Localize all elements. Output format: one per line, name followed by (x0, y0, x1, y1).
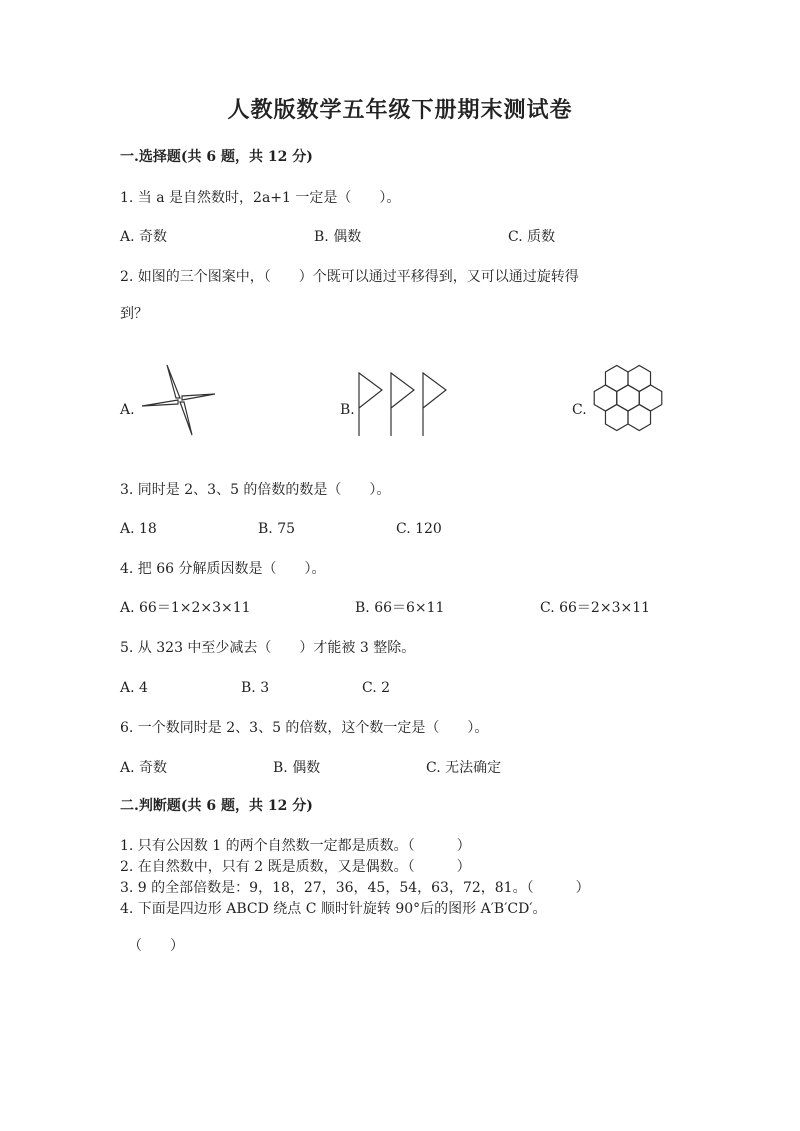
pinwheel-figure (140, 360, 220, 440)
page-title: 人教版数学五年级下册期末测试卷 (227, 97, 573, 123)
question-6-option-c: C. 无法确定 (426, 760, 502, 776)
question-4-option-b: B. 66＝6×11 (355, 600, 445, 616)
question-5-option-a: A. 4 (120, 680, 148, 696)
question-4-stem: 4. 把 66 分解质因数是（ ）。 (120, 561, 326, 577)
question-5-stem: 5. 从 323 中至少减去（ ）才能被 3 整除。 (120, 640, 416, 656)
hexagon-cell (628, 405, 651, 431)
question-5-option-c: C. 2 (362, 680, 391, 696)
judge-item-4: 4. 下面是四边形 ABCD 绕点 C 顺时针旋转 90°后的图形 A′B′CD′。 (120, 901, 547, 917)
question-6-stem: 6. 一个数同时是 2、3、5 的倍数，这个数一定是（ ）。 (120, 720, 489, 736)
question-3-option-c: C. 120 (396, 521, 442, 537)
question-4-option-a: A. 66＝1×2×3×11 (120, 600, 251, 616)
section-heading-judge: 二.判断题(共 6 题，共 12 分) (120, 798, 313, 814)
question-2-option-b: B. (340, 402, 355, 418)
hexagon-figure (588, 358, 668, 438)
question-2-option-c: C. (572, 402, 587, 418)
question-3-option-b: B. 75 (258, 521, 296, 537)
question-6-option-a: A. 奇数 (120, 760, 168, 776)
question-6-option-b: B. 偶数 (273, 760, 321, 776)
question-1-option-b: B. 偶数 (314, 229, 362, 245)
question-1-stem: 1. 当 a 是自然数时，2a+1 一定是（ ）。 (120, 190, 401, 206)
judge-item-1: 1. 只有公因数 1 的两个自然数一定都是质数。（ ） (120, 838, 471, 854)
question-3-stem: 3. 同时是 2、3、5 的倍数的数是（ ）。 (120, 482, 391, 498)
judge-item-4-blank: （ ） (128, 938, 184, 954)
hexagon-cell (605, 366, 628, 392)
question-3-option-a: A. 18 (120, 521, 157, 537)
judge-item-2: 2. 在自然数中，只有 2 既是质数，又是偶数。（ ） (120, 859, 471, 875)
question-5-option-b: B. 3 (241, 680, 270, 696)
question-1-option-c: C. 质数 (508, 229, 556, 245)
section-heading-choice: 一.选择题(共 6 题，共 12 分) (120, 149, 313, 165)
question-2-stem-line2: 到？ (120, 306, 148, 322)
hexagon-cell (628, 366, 651, 392)
flags-figure (355, 370, 455, 440)
question-1-option-a: A. 奇数 (120, 229, 168, 245)
judge-item-3: 3. 9 的全部倍数是：9，18，27，36，45，54，63，72，81。（ ） (120, 880, 590, 896)
question-2-stem-line1: 2. 如图的三个图案中，（ ）个既可以通过平移得到，又可以通过旋转得 (120, 269, 579, 285)
question-4-option-c: C. 66＝2×3×11 (540, 600, 651, 616)
question-2-option-a: A. (120, 402, 135, 418)
